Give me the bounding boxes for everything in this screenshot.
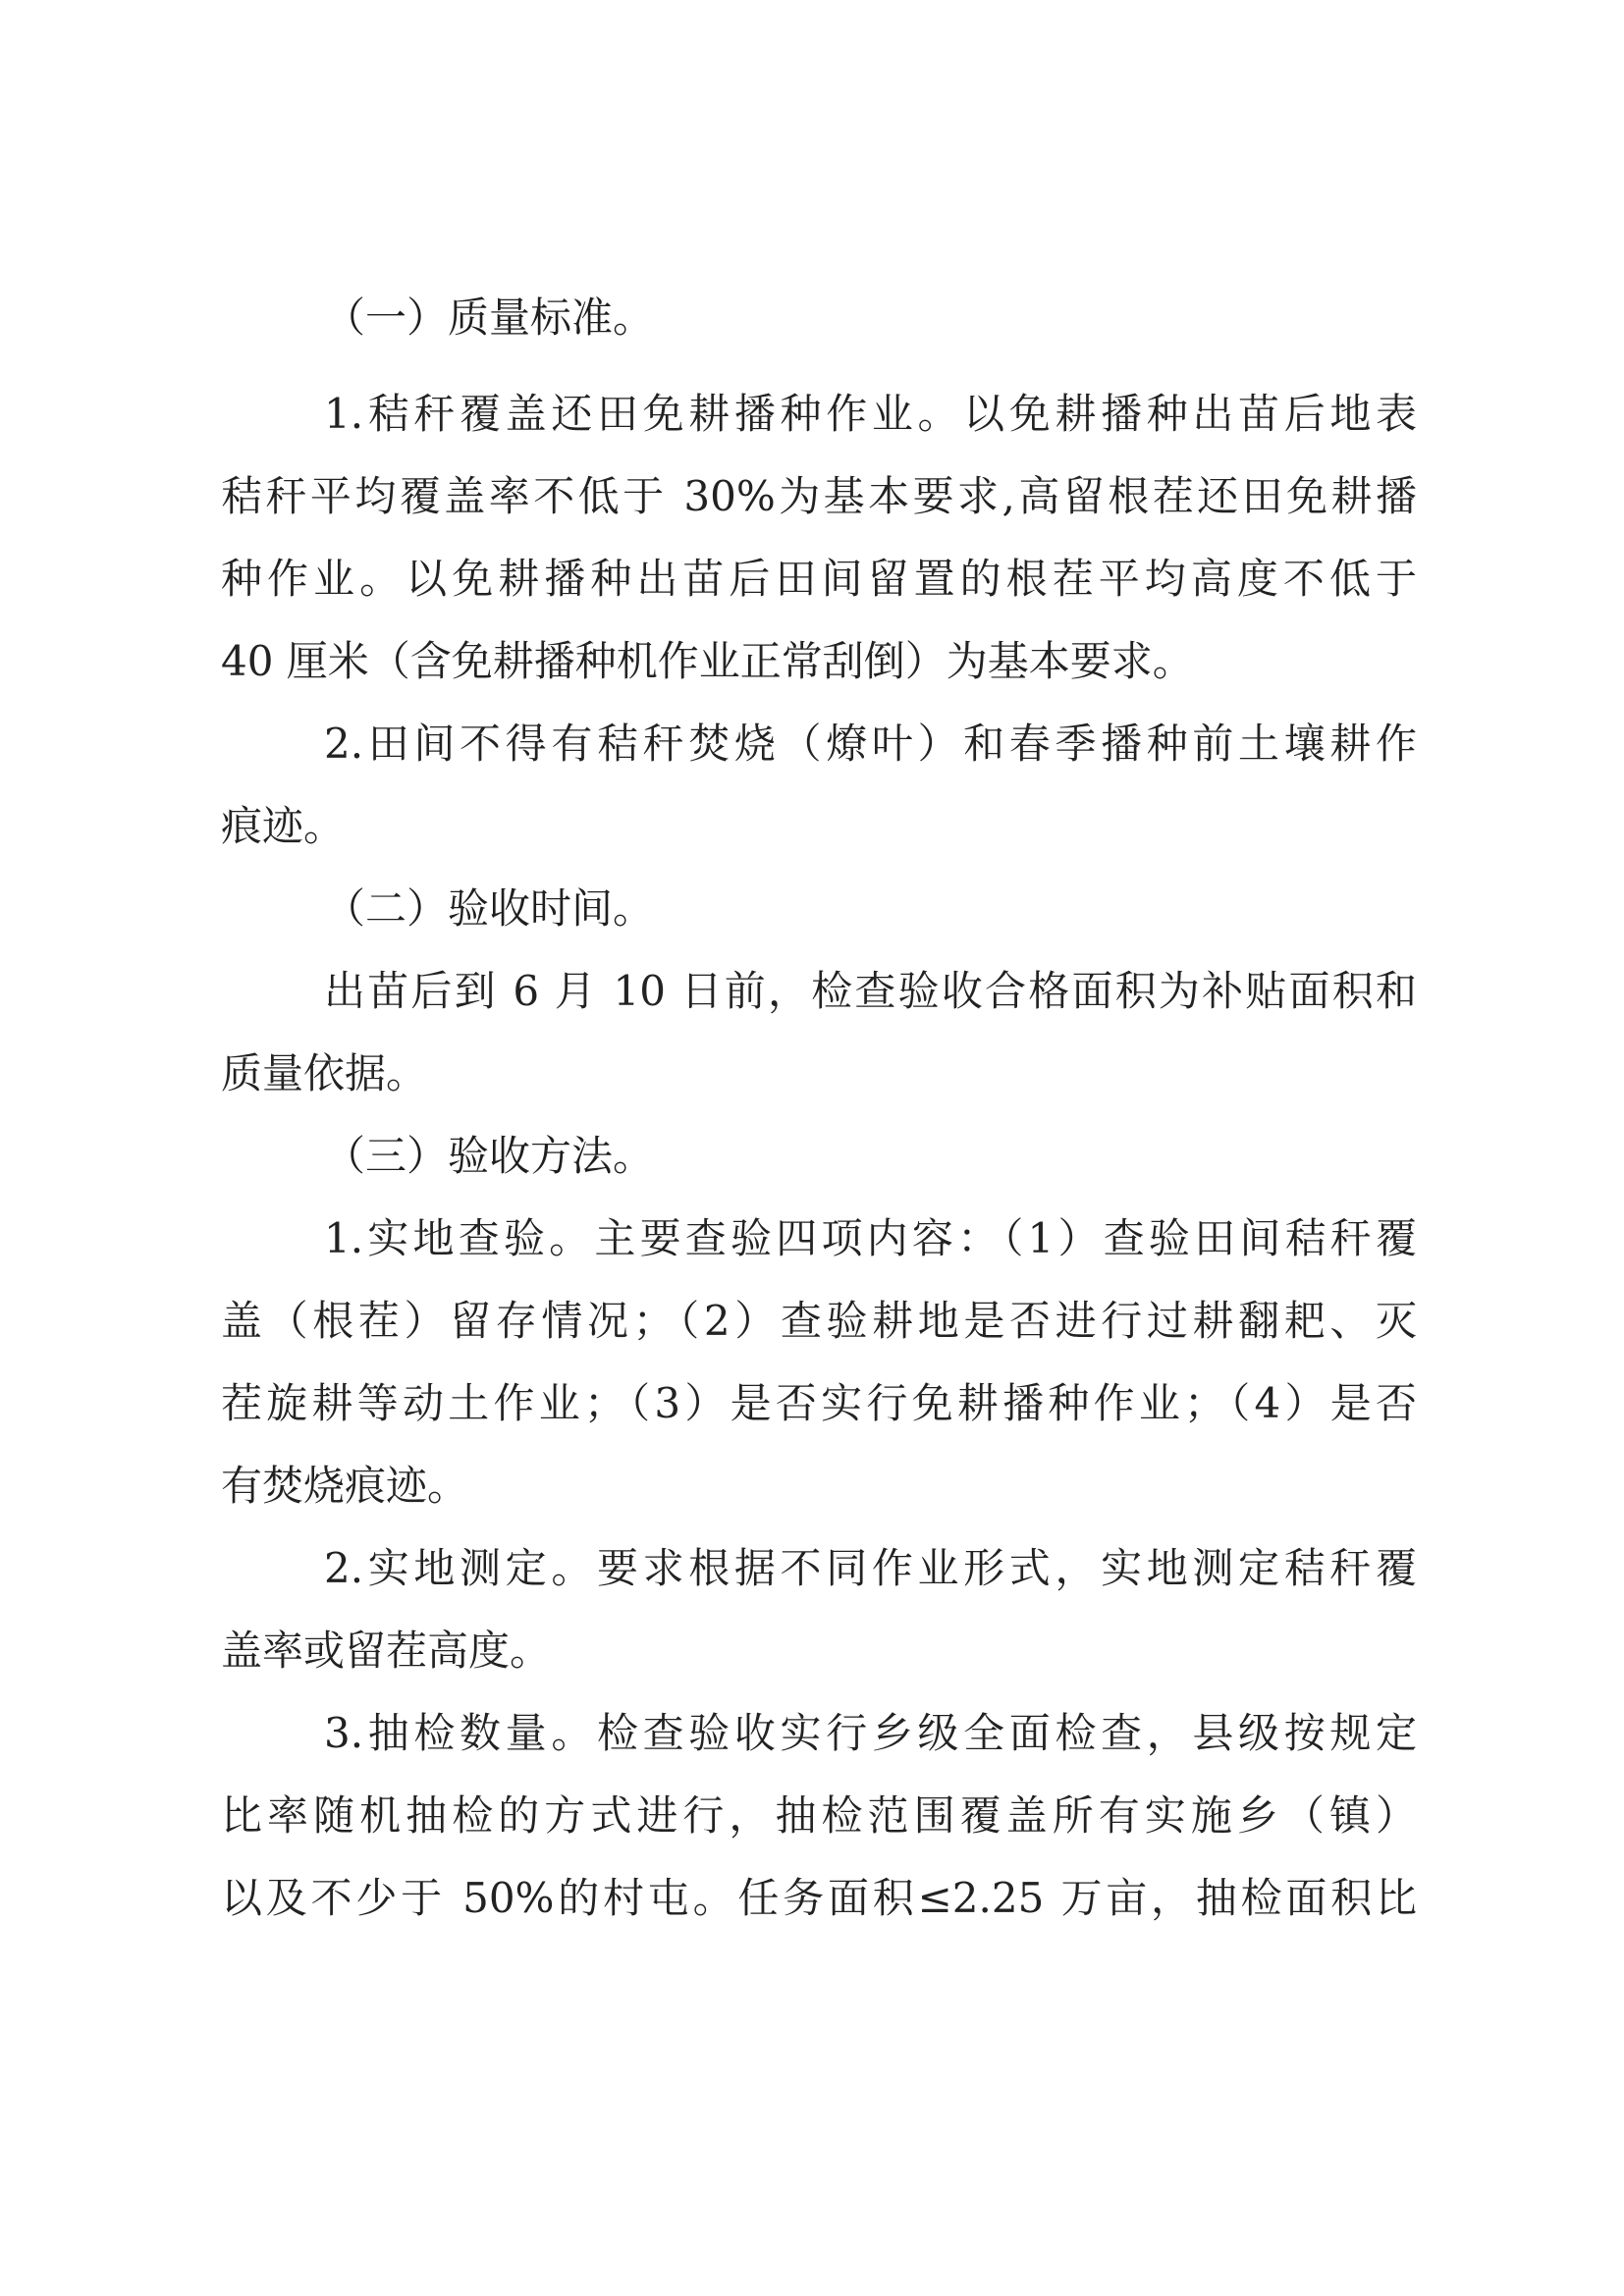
paragraph-line: 秸秆平均覆盖率不低于 30%为基本要求,高留根茬还田免耕播: [221, 472, 1417, 520]
paragraph-line: 2.田间不得有秸秆焚烧（燎叶）和春季播种前土壤耕作: [324, 720, 1417, 768]
paragraph-line: 2.实地测定。要求根据不同作业形式，实地测定秸秆覆: [324, 1544, 1417, 1592]
paragraph-line: 种作业。以免耕播种出苗后田间留置的根茬平均高度不低于: [221, 555, 1417, 603]
paragraph-line: 比率随机抽检的方式进行，抽检范围覆盖所有实施乡（镇）: [221, 1791, 1417, 1840]
paragraph-line: 痕迹。: [221, 802, 346, 850]
section-heading-quality-standard: （一）质量标准。: [324, 294, 655, 342]
paragraph-line: 1.实地查验。主要查验四项内容：（1）查验田间秸秆覆: [324, 1214, 1417, 1262]
paragraph-line: 40 厘米（含免耕播种机作业正常刮倒）为基本要求。: [221, 637, 1194, 685]
section-heading-acceptance-time: （二）验收时间。: [324, 884, 655, 933]
paragraph-line: 3.抽检数量。检查验收实行乡级全面检查，县级按规定: [324, 1709, 1417, 1757]
paragraph-line: 出苗后到 6 月 10 日前，检查验收合格面积为补贴面积和: [324, 967, 1417, 1015]
paragraph-line: 质量依据。: [221, 1049, 428, 1097]
paragraph-line: 以及不少于 50%的村屯。任务面积≤2.25 万亩，抽检面积比: [221, 1874, 1417, 1922]
paragraph-line: 茬旋耕等动土作业；（3）是否实行免耕播种作业；（4）是否: [221, 1379, 1417, 1427]
paragraph-line: 盖（根茬）留存情况；（2）查验耕地是否进行过耕翻耙、灭: [221, 1297, 1417, 1345]
paragraph-line: 1.秸秆覆盖还田免耕播种作业。以免耕播种出苗后地表: [324, 390, 1417, 438]
paragraph-line: 盖率或留茬高度。: [221, 1627, 552, 1675]
paragraph-line: 有焚烧痕迹。: [221, 1462, 469, 1510]
section-heading-acceptance-method: （三）验收方法。: [324, 1132, 655, 1180]
